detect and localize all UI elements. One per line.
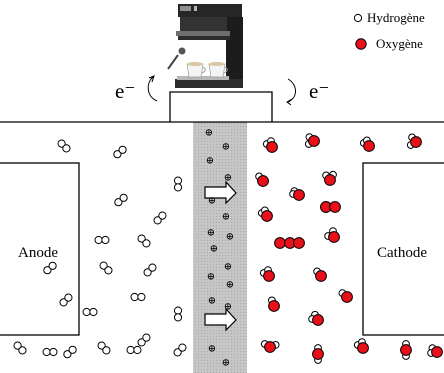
hydrogen-atom [174,177,181,184]
hydrogen-molecule [95,236,109,243]
hydrogen-atom [143,334,150,341]
oxygen-atom [275,238,286,249]
oxygen-atom [329,232,340,243]
oxygen-atom [330,202,341,213]
oxygen-molecule [285,238,305,249]
water-molecule [260,267,274,282]
oxygen-atom [269,301,280,312]
hydrogen-molecule [83,308,97,315]
hydrogen-molecule [14,342,26,354]
hydrogen-atom [102,236,109,243]
hydrogen-atom [83,308,90,315]
hydrogen-atom [119,146,126,153]
water-molecule [323,171,337,185]
proton-symbol: ⊕ [204,127,214,139]
legend-hydrogen-icon [354,14,361,21]
oxygen-atom [313,315,324,326]
oxygen-atom [262,211,273,222]
legend-hydrogen-label: Hydrogène [367,10,425,25]
water-molecule [263,138,277,153]
hydrogen-molecule [64,346,76,358]
hydrogen-atom [159,212,166,219]
water-molecule [290,188,305,201]
oxygen-molecule [321,202,341,213]
proton-symbol: ⊕ [205,155,215,167]
water-molecule [354,339,368,354]
oxygen-atom [401,345,412,356]
electron-label-left: e⁻ [115,79,136,103]
hydrogen-molecule [174,344,186,356]
hydrogen-atom [50,348,57,355]
hydrogen-atom [134,346,141,353]
water-molecule [313,345,324,364]
hydrogen-molecule [131,293,145,300]
hydrogen-atom [143,240,150,247]
oxygen-atom [258,176,269,187]
hydrogen-molecule [115,194,127,206]
hydrogen-atom [131,293,138,300]
hydrogen-atom [149,264,156,271]
proton-symbol: ⊕ [221,357,231,369]
legend-oxygen-label: Oxygène [376,36,423,51]
hydrogen-atom [69,346,76,353]
hydrogen-atom [174,314,181,321]
oxygen-atom [264,271,275,282]
legend-oxygen-icon [356,39,366,49]
water-molecule [401,341,412,360]
hydrogen-atom [90,308,97,315]
hydrogen-molecule [174,307,181,321]
hydrogen-molecule [138,235,150,247]
proton-symbol: ⊕ [225,231,235,243]
hydrogen-molecule [100,262,112,274]
oxygen-atom [411,137,422,148]
hydrogen-atom [49,262,56,269]
hydrogen-atom [127,346,134,353]
proton-symbol: ⊕ [206,271,216,283]
proton-symbol: ⊕ [223,172,233,184]
proton-symbol: ⊕ [221,141,231,153]
water-molecule [325,228,340,243]
oxygen-atom [267,142,278,153]
water-molecule [428,345,443,358]
oxygen-atom [432,347,443,358]
hydrogen-atom [95,236,102,243]
hydrogen-molecule [138,334,150,346]
hydrogen-atom [174,307,181,314]
proton-symbol: ⊕ [207,343,217,355]
hydrogen-atom [65,294,72,301]
hydrogen-molecule [144,264,156,276]
oxygen-atom [313,349,324,360]
water-molecule [407,134,421,148]
proton-symbol: ⊕ [223,261,233,273]
proton-symbol: ⊕ [209,243,219,255]
water-molecule [269,297,280,311]
hydrogen-atom [120,194,127,201]
hydrogen-atom [43,348,50,355]
proton-symbol: ⊕ [207,195,217,207]
proton-symbol: ⊕ [221,211,231,223]
oxygen-atom [358,343,369,354]
hydrogen-atom [105,267,112,274]
water-molecule [261,341,279,353]
electron-arrow-right-head [287,99,292,105]
oxygen-atom [342,292,353,303]
oxygen-atom [294,238,305,249]
coffee-machine-icon [168,4,243,88]
electron-arrow-right [288,79,296,102]
membrane [193,122,247,373]
hydrogen-atom [63,145,70,152]
hydrogen-molecule [114,146,126,158]
water-molecule [305,134,319,148]
water-molecule [258,207,272,221]
external-circuit [170,92,272,122]
oxygen-atom [309,136,320,147]
hydrogen-atom [174,184,181,191]
water-molecule [314,268,327,281]
hydrogen-atom [138,293,145,300]
water-molecule [256,173,269,186]
water-molecule [360,137,374,151]
proton-symbol: ⊕ [223,301,233,313]
proton-symbol: ⊕ [207,295,217,307]
water-molecule [309,311,324,325]
hydrogen-atom [179,344,186,351]
oxygen-atom [364,141,375,152]
oxygen-atom [265,342,276,353]
proton-symbol: ⊕ [206,227,216,239]
hydrogen-molecule [174,177,181,191]
anode-label: Anode [18,245,58,261]
hydrogen-molecule [58,140,70,152]
hydrogen-molecule [98,342,110,354]
water-molecule [339,290,352,303]
hydrogen-atom [19,347,26,354]
hydrogen-molecule [43,348,57,355]
oxygen-atom [325,175,336,186]
hydrogen-molecule [127,346,141,353]
water-molecule [275,238,286,249]
cathode-label: Cathode [377,245,427,261]
hydrogen-molecule [154,212,166,224]
hydrogen-atom [103,347,110,354]
oxygen-atom [316,271,327,282]
oxygen-atom [294,190,305,201]
electron-label-right: e⁻ [309,79,330,103]
proton-symbol: ⊕ [225,279,235,291]
